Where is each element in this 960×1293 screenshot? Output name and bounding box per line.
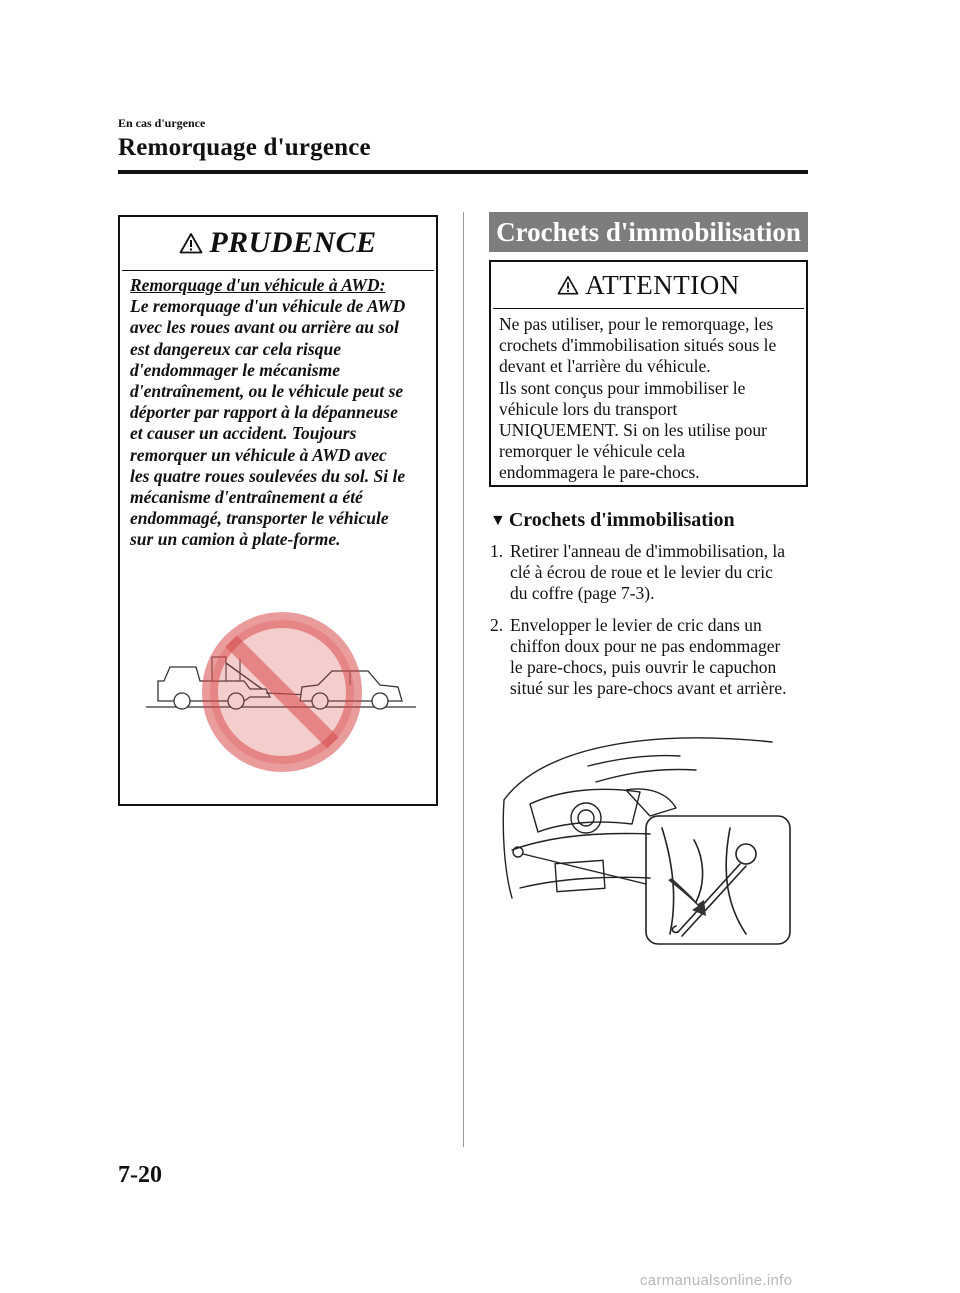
prudence-line: mécanisme d'entraînement a été <box>130 487 363 508</box>
prudence-line: d'entraînement, ou le véhicule peut se <box>130 381 404 402</box>
attention-line: véhicule lors du transport <box>499 398 678 419</box>
prudence-line: d'endommager le mécanisme <box>130 359 340 380</box>
column-divider <box>463 212 464 1147</box>
attention-line: Ne pas utiliser, pour le remorquage, les <box>499 314 774 334</box>
prudence-line: déporter par rapport à la dépanneuse <box>130 402 398 423</box>
prudence-line: remorquer un véhicule à AWD avec <box>130 444 387 465</box>
step-line: le pare-chocs, puis ouvrir le capuchon <box>510 657 777 678</box>
prudence-box <box>118 215 438 806</box>
step-line: Envelopper le levier de cric dans un <box>510 614 762 635</box>
prudence-line: Le remorquage d'un véhicule de AWD <box>130 296 406 317</box>
attention-header <box>491 262 806 308</box>
subheading-text: Crochets d'immobilisation <box>508 509 735 531</box>
down-triangle-icon: ▼ <box>490 512 506 529</box>
attention-line: crochets d'immobilisation situés sous le <box>499 335 777 356</box>
section-label: En cas d'urgence <box>118 116 206 130</box>
prudence-heading: Remorquage d'un véhicule à AWD: <box>130 275 386 295</box>
attention-title: ATTENTION <box>585 269 740 300</box>
attention-line: UNIQUEMENT. Si on les utilise pour <box>499 420 767 441</box>
step-line: Retirer l'anneau de d'immobilisation, la <box>510 541 786 561</box>
step-number: 1. <box>490 541 504 561</box>
page-number: 7-20 <box>118 1162 162 1188</box>
attention-line: Ils sont conçus pour immobiliser le <box>499 377 746 398</box>
prudence-line: endommagé, transporter le véhicule <box>130 508 389 529</box>
step-line: clé à écrou de roue et le levier du cric <box>510 562 773 583</box>
page-title: Remorquage d'urgence <box>118 134 371 161</box>
watermark: carmanualsonline.info <box>640 1272 793 1289</box>
prudence-title: PRUDENCE <box>209 226 377 259</box>
prudence-line: les quatre roues soulevées du sol. Si le <box>130 465 406 486</box>
step-number: 2. <box>490 614 504 635</box>
step-line: situé sur les pare-chocs avant et arrière. <box>510 678 787 699</box>
step-text <box>510 615 805 700</box>
warning-triangle-icon <box>179 232 203 254</box>
prudence-divider <box>122 270 434 271</box>
step-item <box>490 541 810 605</box>
attention-text <box>499 314 802 484</box>
prudence-line: avec les roues avant ou arrière au sol <box>130 317 399 338</box>
prudence-line: sur un camion à plate-forme. <box>130 529 341 550</box>
prudence-line: et causer un accident. Toujours <box>130 423 357 444</box>
prudence-line: est dangereux car cela risque <box>130 338 341 359</box>
attention-line: endommagera le pare-chocs. <box>499 462 700 483</box>
no-tow-illustration <box>140 597 420 797</box>
attention-divider <box>493 308 804 309</box>
step-line: du coffre (page 7-3). <box>510 583 655 604</box>
prudence-header <box>120 217 436 269</box>
attention-line: devant et l'arrière du véhicule. <box>499 356 711 377</box>
section-banner: Crochets d'immobilisation <box>489 212 808 252</box>
step-item <box>490 615 810 700</box>
step-line: chiffon doux pour ne pas endommager <box>510 635 781 656</box>
attention-line: remorquer le véhicule cela <box>499 441 686 462</box>
header-rule <box>118 170 808 174</box>
subheading <box>490 509 735 532</box>
prudence-text <box>130 275 430 551</box>
attention-box <box>489 260 808 487</box>
steps-list <box>490 541 810 709</box>
tow-hook-illustration <box>500 720 800 960</box>
step-text <box>510 541 805 605</box>
warning-triangle-icon <box>557 275 579 295</box>
